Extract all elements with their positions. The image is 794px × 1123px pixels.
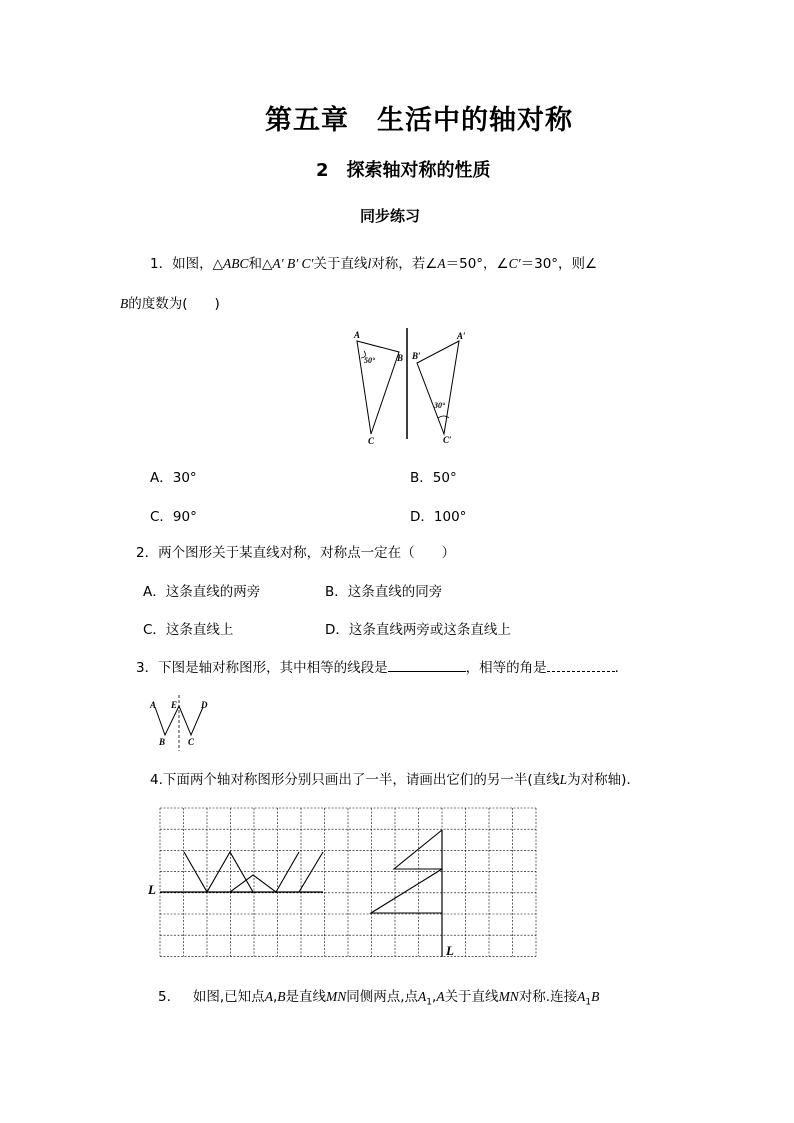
q2-option-a: A．这条直线的两旁: [143, 584, 261, 600]
q1-option-b: B．50°: [410, 470, 457, 486]
q3-blank-segments[interactable]: [388, 659, 466, 672]
q4-stem: 4.下面两个轴对称图形分别只画出了一半，请画出它们的另一半(直线L为对称轴)．: [150, 772, 640, 788]
label-B: B: [397, 353, 404, 363]
label-B-prime: B′: [412, 351, 421, 361]
practice-label: 同步练习: [360, 207, 421, 225]
q3-label-E: E: [171, 700, 178, 710]
label-angle30: 30°: [434, 401, 446, 410]
q1-stem-line1: 1．如图，△ABC和△A′ B′ C′关于直线l对称，若∠A＝50°，∠C′＝30°，则∠: [150, 256, 598, 272]
q4-grid-figure: [140, 800, 550, 965]
q4-label-left-L: L: [148, 882, 156, 897]
q4-label-right-L: L: [446, 943, 454, 958]
q4-grid: [160, 808, 536, 956]
q2-option-c: C．这条直线上: [143, 622, 234, 638]
label-C: C: [368, 436, 375, 446]
q1-option-c: C．90°: [150, 509, 197, 525]
section-title: 2 探索轴对称的性质: [316, 160, 491, 181]
q2-option-d: D．这条直线两旁或这条直线上: [325, 622, 511, 638]
q4-half-right-2: [371, 869, 442, 913]
q3-blank-angles[interactable]: [547, 659, 615, 672]
q3-figure: [143, 693, 223, 753]
chapter-title: 第五章 生活中的轴对称: [265, 105, 573, 136]
q3-label-C: C: [188, 737, 195, 747]
q3-stem: 3．下图是轴对称图形，其中相等的线段是 ，相等的角是 ．: [136, 660, 629, 676]
q1-option-d: D．100°: [410, 509, 467, 525]
q5-stem: 5. 如图,已知点A,B是直线MN同侧两点,点$A_1,A$关于直线MN对称.连接$A_1B$: [158, 989, 600, 1008]
triangle-abc: [357, 341, 399, 434]
triangle-abc-prime: [417, 341, 459, 434]
label-A: A: [354, 330, 361, 340]
label-A-prime: A′: [457, 331, 466, 341]
label-C-prime: C′: [443, 435, 452, 445]
q1-option-a: A．30°: [150, 470, 197, 486]
q4-half-left-2: [299, 852, 323, 892]
q3-label-D: D: [201, 700, 208, 710]
q4-half-right-1: [394, 830, 442, 869]
q2-stem: 2．两个图形关于某直线对称，对称点一定在（ ）: [136, 545, 456, 561]
q1-figure: [340, 325, 480, 450]
q3-label-B: B: [159, 737, 166, 747]
q1-stem-line2: B的度数为( ): [120, 296, 220, 312]
q3-label-A: A: [150, 700, 157, 710]
q4-half-left-1: [184, 852, 253, 892]
q2-option-b: B．这条直线的同旁: [325, 584, 443, 600]
label-angle50: 50°: [364, 356, 376, 365]
